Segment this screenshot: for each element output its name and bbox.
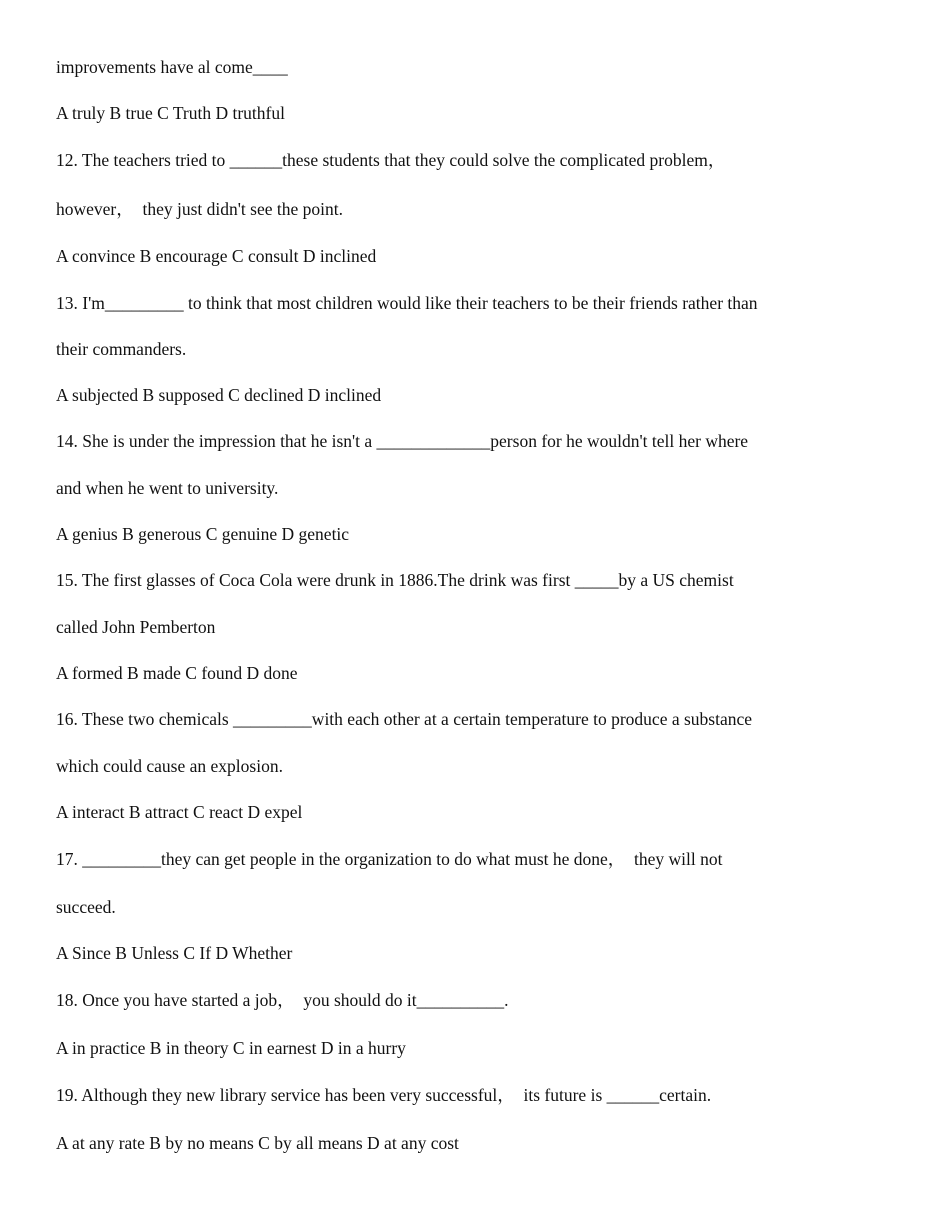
options-line: A interact B attract C react D expel <box>56 802 303 822</box>
question-line: 18. Once you have started a job， you should do it__________. <box>56 990 509 1010</box>
text-line: however， they just didn't see the point. <box>56 199 343 219</box>
options-line: A genius B generous C genuine D genetic <box>56 524 350 544</box>
text-line: which could cause an explosion. <box>56 756 283 776</box>
question-line: 15. The first glasses of Coca Cola were drunk in 1886.The drink was first _____by a US chemist <box>56 570 734 590</box>
options-line: A truly B true C Truth D truthful <box>56 103 285 123</box>
options-line: A in practice B in theory C in earnest D in a hurry <box>56 1038 406 1058</box>
options-line: A at any rate B by no means C by all means D at any cost <box>56 1133 459 1153</box>
question-line: 14. She is under the impression that he isn't a _____________person for he wouldn't tell her where <box>56 431 749 451</box>
question-line: 17. _________they can get people in the organization to do what must he done， they will not <box>56 849 723 869</box>
text-line: succeed. <box>56 897 116 917</box>
options-line: A formed B made C found D done <box>56 663 298 683</box>
text-line: their commanders. <box>56 339 187 359</box>
question-line: 13. I'm_________ to think that most children would like their teachers to be their friends rather than <box>56 293 758 313</box>
text-line: called John Pemberton <box>56 617 216 637</box>
question-line: 19. Although they new library service has been very successful， its future is ______certain. <box>56 1085 712 1105</box>
text-line: and when he went to university. <box>56 478 279 498</box>
question-line: 16. These two chemicals _________with each other at a certain temperature to produce a substance <box>56 709 753 729</box>
options-line: A convince B encourage C consult D inclined <box>56 246 377 266</box>
question-line: 12. The teachers tried to ______these students that they could solve the complicated problem， <box>56 150 726 170</box>
options-line: A subjected B supposed C declined D inclined <box>56 385 382 405</box>
options-line: A Since B Unless C If D Whether <box>56 943 293 963</box>
text-line: improvements have al come____ <box>56 57 288 77</box>
